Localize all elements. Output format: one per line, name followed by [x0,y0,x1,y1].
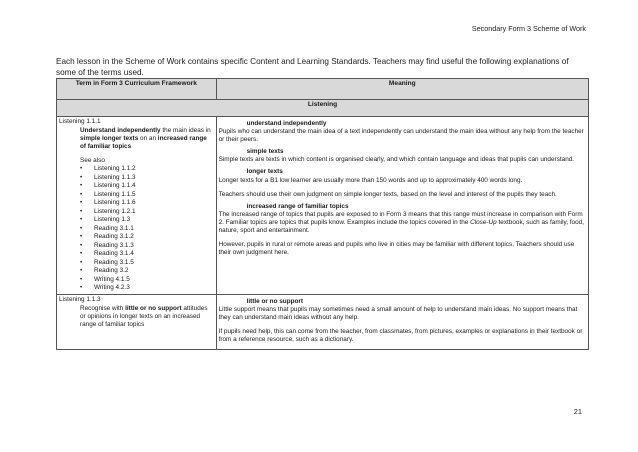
list-item [80,216,214,225]
list-item [80,199,214,208]
see-also-ref: Listening 1.1.2 [94,165,136,173]
meaning-text: The increased range of topics that pupils are exposed to in Form 3 means that this range must increase in comparison with Form 2. Familiar topics are topics that pupils know. Examples include the topics covered in the Close-Up textbook, such as family, food, nature, sport and entertainment. [218,210,584,235]
terms-table [56,78,589,350]
description-segment: attitudes or opinions in longer texts on an increased range of familiar topics [80,305,208,329]
see-also-ref: Listening 1.1.6 [94,199,136,207]
see-also-ref: Reading 3.1.5 [94,258,134,266]
page-number: 21 [573,407,582,416]
see-also-ref: Listening 1.2.1 [94,207,136,215]
meaning-text: However, pupils in rural or remote areas and pupils who live in cities may be familiar with different topics. Teachers should use their own judgment here. [218,241,575,257]
bullet-icon: • [80,275,83,283]
description-segment: Understand independently [80,127,161,135]
see-also-ref: Reading 3.1.2 [94,233,134,241]
meaning-text: Longer texts for a B1 low learner are usually more than 150 words and up to approximately 400 words long. [218,176,523,184]
standard-description [59,305,214,329]
meaning-term: little or no support [246,297,304,305]
col-header-term: Term in Form 3 Curriculum Framework [57,79,217,100]
see-also-list [59,165,214,293]
see-also-ref: Listening 1.1.5 [94,190,136,198]
see-also-ref: Writing 4.2.3 [94,284,130,292]
list-item [80,174,214,183]
description-segment: simple longer texts [80,135,139,143]
table-row [57,294,589,349]
meaning-text: Simple texts are texts in which content is organised clearly, and which contain language and ideas that pupils can understand. [218,156,575,164]
meaning-term: understand independently [246,120,327,127]
bullet-icon: • [80,190,83,198]
meaning-term: longer texts [246,168,283,176]
bullet-icon: • [80,207,83,215]
meaning-text: Pupils who can understand the main idea of a text independently can understand the main idea without any help from the teacher or their peers. [218,128,584,144]
list-item [80,182,214,191]
list-item [80,191,214,200]
page-header: Secondary Form 3 Scheme of Work [471,24,586,33]
description-segment: Recognise with [80,305,126,313]
description-segment: little or no support [125,305,182,313]
bullet-icon: • [80,284,83,292]
standard-code: Listening 1.1.1 [59,118,101,125]
list-item [80,208,214,217]
standard-code: Listening 1.1.3 [59,295,101,303]
bullet-icon: • [80,224,83,232]
description-segment: on an [138,135,158,143]
list-item [80,242,214,251]
list-item [80,250,214,259]
see-also-ref: Reading 3.1.1 [94,224,134,232]
table-row [57,117,589,295]
col-header-meaning: Meaning [216,79,588,100]
meaning-term: increased range of familiar topics [246,202,349,210]
list-item [80,276,214,285]
term-cell [57,117,217,295]
intro-paragraph: Each lesson in the Scheme of Work contains specific Content and Learning Standards. Teachers may find useful the following explanations of some of the terms used. [56,57,569,77]
bullet-icon: • [80,233,83,241]
term-cell [57,294,217,349]
meaning-cell [216,117,588,295]
list-item [80,284,214,293]
section-header: Listening [57,100,589,117]
see-also-ref: Listening 1.1.4 [94,182,136,190]
bullet-icon: • [80,173,83,181]
list-item [80,233,214,242]
meaning-cell [216,294,588,349]
bullet-icon: • [80,199,83,207]
see-also-ref: Listening 1.1.3 [94,173,136,181]
meaning-text: If pupils need help, this can come from the teacher, from classmates, from pictures, examples or explanations in their textbook or from a reference resource, such as a dictionary. [218,328,583,344]
standard-description [59,127,214,151]
bullet-icon: • [80,165,83,173]
bullet-icon: • [80,258,83,266]
see-also-ref: Writing 4.1.5 [94,275,130,283]
bullet-icon: • [80,182,83,190]
see-also-ref: Reading 3.1.4 [94,250,134,258]
meaning-text: Teachers should use their own judgment on simple longer texts, based on the level and interest of the pupils they teach. [218,190,557,198]
description-segment: the main ideas in [160,127,211,135]
description-segment: increased range of familiar topics [80,135,207,151]
list-item [80,165,214,174]
bullet-icon: • [80,267,83,275]
list-item [80,267,214,276]
bullet-icon: • [80,241,83,249]
bullet-icon: • [80,216,83,224]
see-also-ref: Listening 1.3 [94,216,131,224]
see-also-label: See also [80,157,105,165]
see-also-ref: Reading 3.2 [94,267,129,275]
meaning-text: Little support means that pupils may sometimes need a small amount of help to understand main ideas. No support means that they can understand main ideas without any help. [218,306,578,322]
meaning-term: simple texts [246,148,284,156]
list-item [80,225,214,234]
see-also-ref: Reading 3.1.3 [94,241,134,249]
bullet-icon: • [80,250,83,258]
list-item [80,259,214,268]
